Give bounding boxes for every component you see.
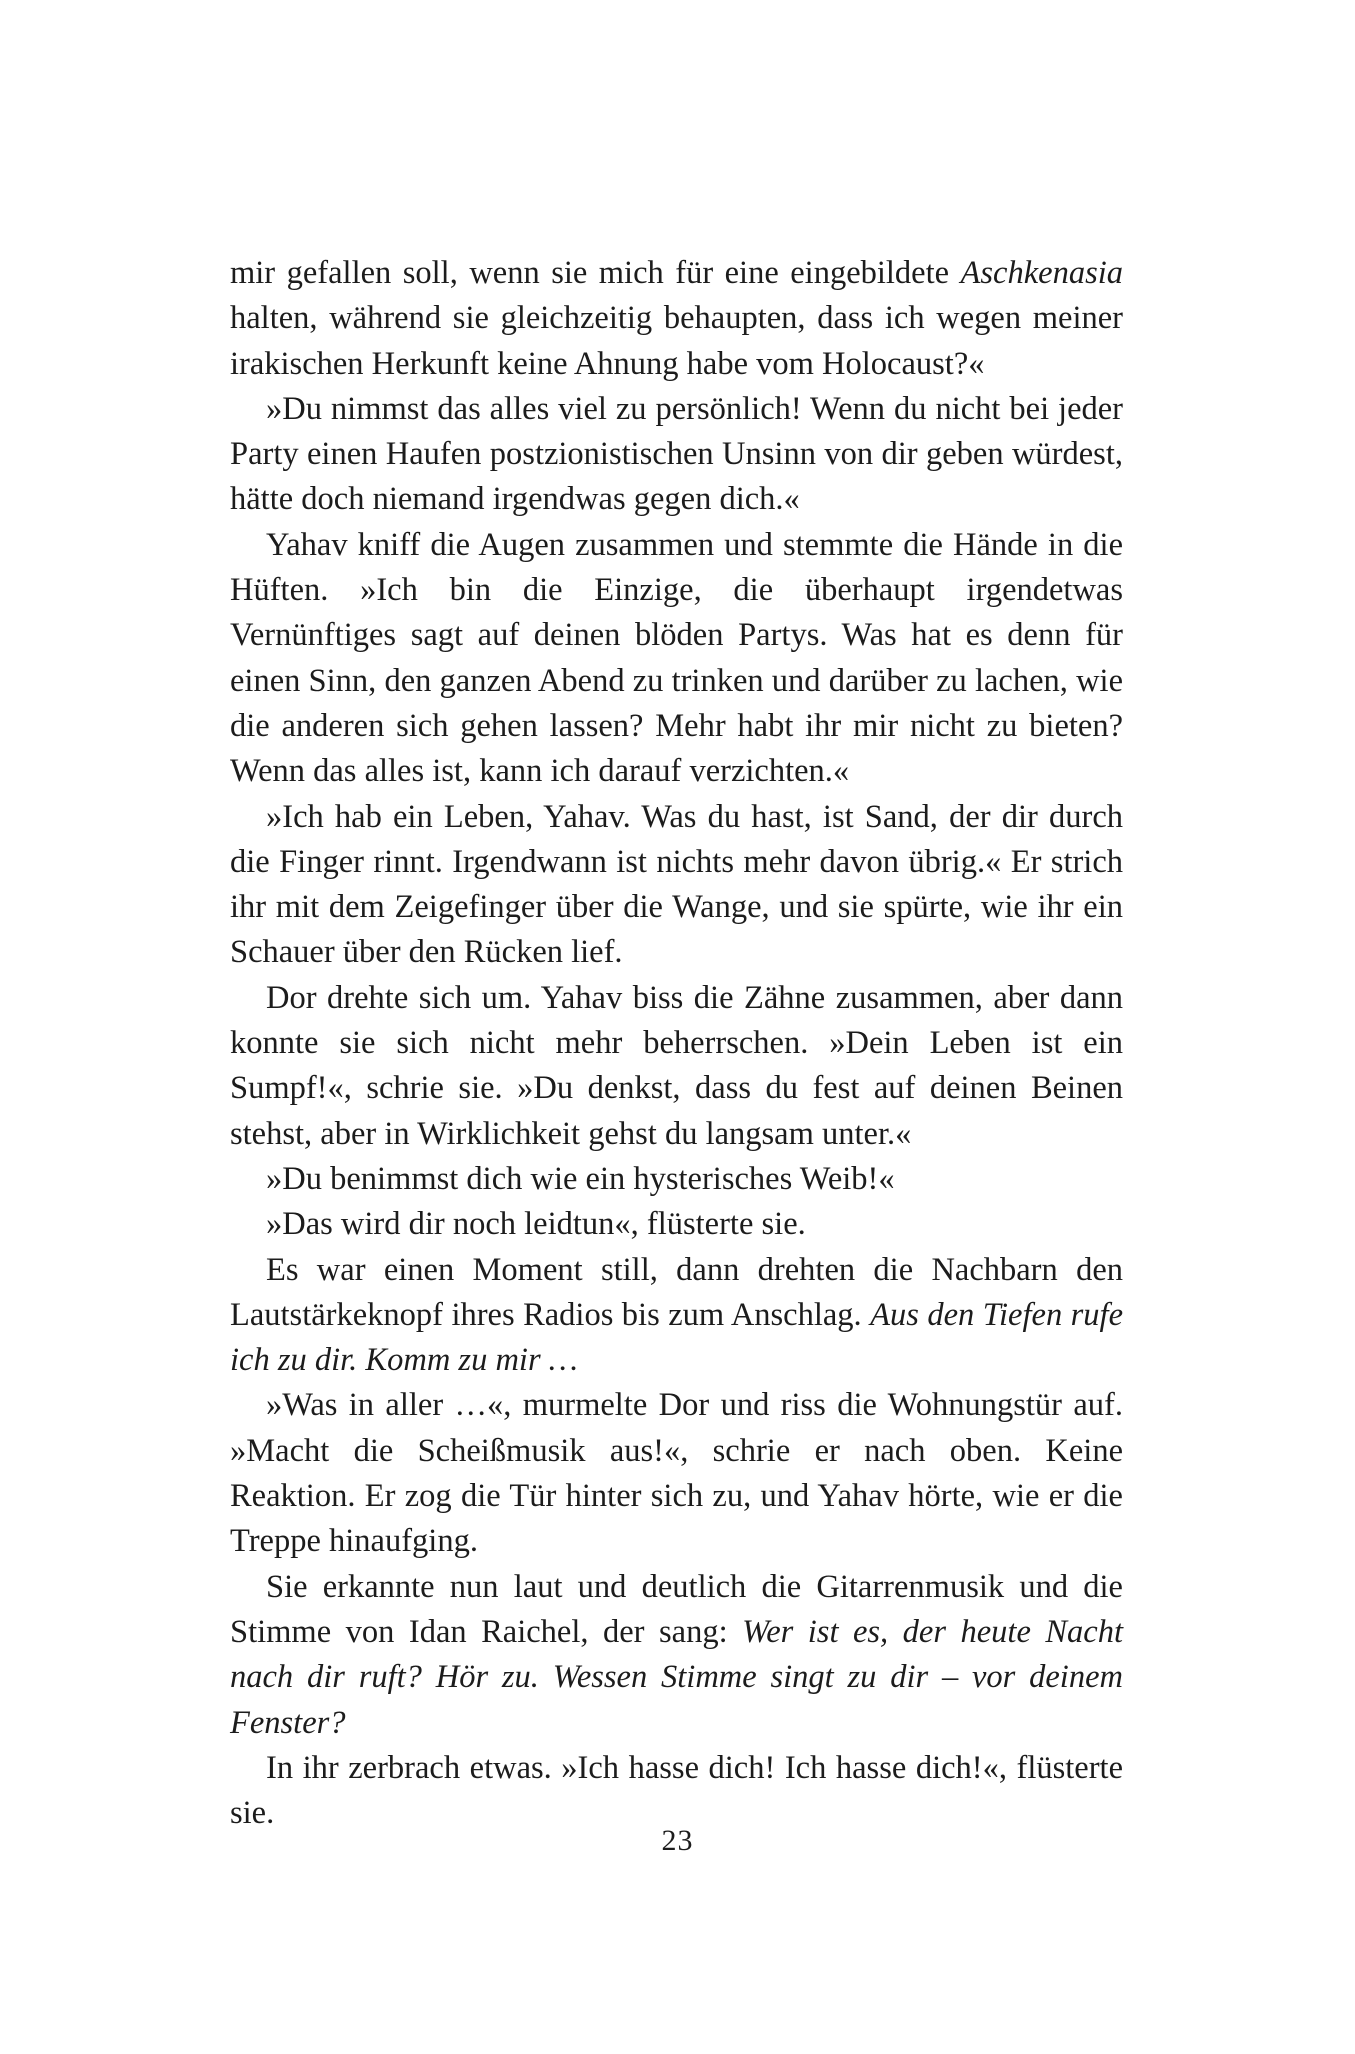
- paragraph-10: [230, 1565, 1123, 1746]
- paragraph-8: [230, 1248, 1123, 1384]
- paragraph-7-text: »Das wird dir noch leidtun«, flüsterte sie.: [266, 1206, 806, 1243]
- paragraph-8-text: Es war einen Moment still, dann drehten die Nachbarn den Lautstärkeknopf ihres Radios bis zum Anschlag.: [230, 1251, 1123, 1333]
- page-number: 23: [661, 1824, 694, 1857]
- paragraph-3-text: Yahav kniff die Augen zusammen und stemmte die Hände in die Hüften. »Ich bin die Einzige, die überhaupt irgendetwas Vernünftiges sagt auf deinen blöden Partys. Was hat es denn für einen Sinn, den ganzen Abend zu trinken und darüber zu lachen, wie die anderen sich gehen lassen? Mehr habt ihr mir nicht zu bieten? Wenn das alles ist, kann ich darauf verzichten.«: [230, 526, 1123, 790]
- paragraph-10-italic: Wer ist es, der heute Nacht nach dir ruft? Hör zu. Wessen Stimme singt zu dir – vor deinem Fenster?: [230, 1613, 1124, 1741]
- paragraph-5-text: Dor drehte sich um. Yahav biss die Zähne zusammen, aber dann konnte sie sich nicht mehr beherrschen. »Dein Leben ist ein Sumpf!«, schrie sie. »Du denkst, dass du fest auf deinen Beinen stehst, aber in Wirklichkeit gehst du langsam unter.«: [230, 979, 1123, 1152]
- paragraph-6: [230, 1157, 1123, 1202]
- paragraph-1-italic: Aschkenasia: [960, 255, 1123, 291]
- paragraph-2-text: »Du nimmst das alles viel zu persönlich! Wenn du nicht bei jeder Party einen Haufen postzionistischen Unsinn von dir geben würdest, hätte doch niemand irgendwas gegen dich.«: [230, 390, 1123, 518]
- paragraph-7: [230, 1202, 1123, 1247]
- paragraph-10-text: Sie erkannte nun laut und deutlich die Gitarrenmusik und die Stimme von Idan Raichel, der sang:: [230, 1568, 1123, 1650]
- paragraph-9-text: »Was in aller …«, murmelte Dor und riss die Wohnungstür auf. »Macht die Scheißmusik aus!«, schrie er nach oben. Keine Reaktion. Er zog die Tür hinter sich zu, und Yahav hörte, wie er die Treppe hinaufging.: [230, 1387, 1123, 1560]
- paragraph-3: [230, 523, 1123, 795]
- paragraph-4: [230, 795, 1123, 976]
- paragraph-4-text: »Ich hab ein Leben, Yahav. Was du hast, ist Sand, der dir durch die Finger rinnt. Irgendwann ist nichts mehr davon übrig.« Er strich ihr mit dem Zeigefinger über die Wange, und sie spürte, wie ihr ein Schauer über den Rücken lief.: [230, 798, 1123, 971]
- paragraph-9: [230, 1383, 1123, 1564]
- body-text: [230, 251, 1123, 1836]
- paragraph-8-italic: Aus den Tiefen rufe ich zu dir. Komm zu mir …: [230, 1296, 1123, 1379]
- paragraph-2: [230, 387, 1123, 523]
- paragraph-1-text: mir gefallen soll, wenn sie mich für eine eingebildete: [230, 255, 961, 291]
- paragraph-6-text: »Du benimmst dich wie ein hysterisches Weib!«: [266, 1160, 895, 1197]
- paragraph-1: [230, 251, 1123, 387]
- paragraph-1-text-end: halten, während sie gleichzeitig behaupten, dass ich wegen meiner irakischen Herkunft keine Ahnung habe vom Holocaust?«: [230, 300, 1123, 382]
- paragraph-11-text: In ihr zerbrach etwas. »Ich hasse dich! Ich hasse dich!«, flüsterte sie.: [230, 1749, 1123, 1832]
- paragraph-5: [230, 976, 1123, 1157]
